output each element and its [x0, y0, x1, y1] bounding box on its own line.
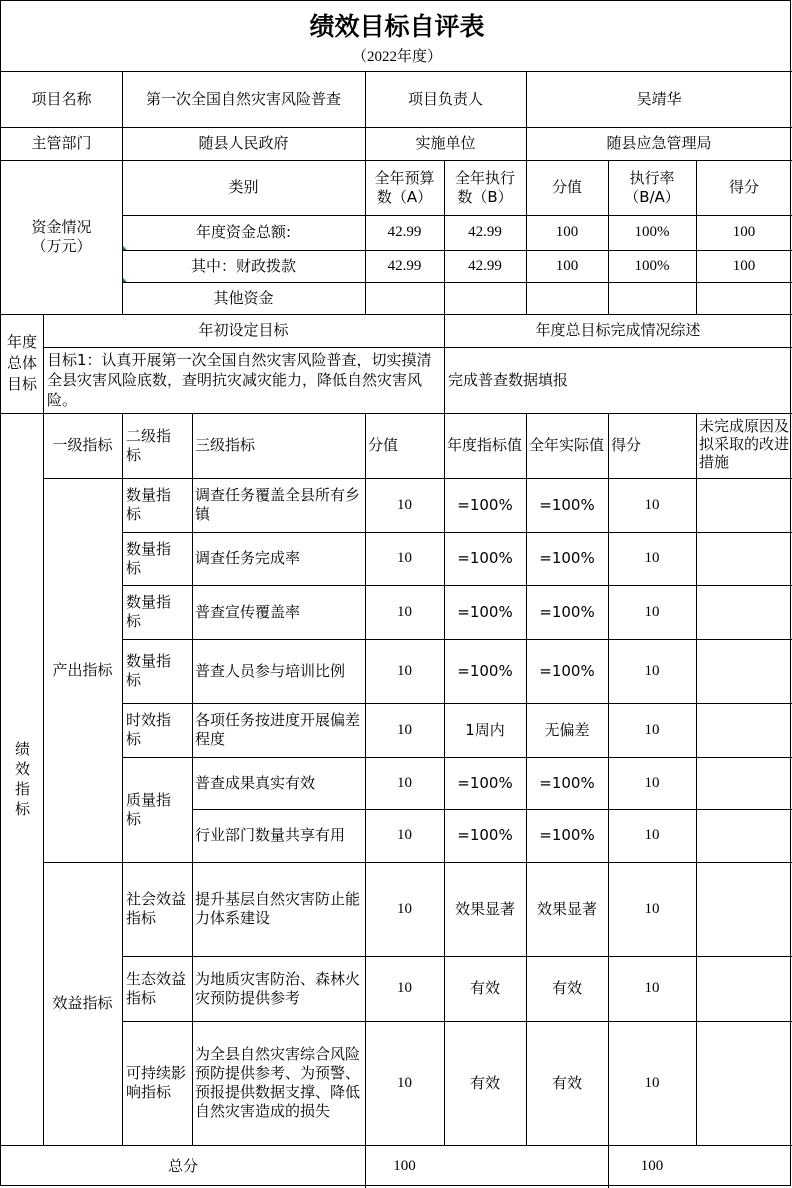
funds-header-budget: 全年预算数（A）: [374, 168, 435, 206]
indicator-actual: 有效: [551, 1073, 582, 1092]
indicator-header-level2: [122, 413, 192, 478]
funds-header-score: 得分: [728, 178, 759, 196]
funds-row-score: [696, 282, 792, 314]
goal-summary-text: 完成普查数据填报: [448, 370, 569, 389]
indicator-score: 10: [644, 774, 660, 791]
level3-indicator: 为地质灾害防治、森林火灾预防提供参考: [195, 969, 361, 1007]
project-name-label: 项目名称: [31, 89, 92, 108]
indicator-score-value: 10: [397, 827, 412, 843]
indicator-actual: 效果显著: [536, 899, 597, 918]
indicator-reason: [696, 1021, 792, 1145]
total-score-value: 100: [393, 1157, 416, 1174]
indicator-score-value: 10: [397, 662, 412, 679]
indicator-reason: [696, 809, 792, 862]
funds-row-executed: [444, 282, 526, 314]
indicator-score: 10: [644, 550, 660, 566]
level2-indicator: [122, 639, 192, 703]
level3-indicator: 提升基层自然灾害防止能力体系建设: [195, 890, 361, 927]
indicator-score: 10: [644, 1074, 660, 1091]
indicators-section-text: 绩效指标: [15, 740, 31, 818]
level2-indicator: [122, 1021, 192, 1145]
indicator-actual: =100%: [539, 661, 595, 680]
level2-text: 可持续影响指标: [126, 1064, 187, 1101]
indicator-header-score: 得分: [611, 436, 642, 454]
indicator-header-score-value: 分值: [368, 436, 399, 454]
indicator-actual: =100%: [539, 826, 595, 844]
level2-indicator: [122, 862, 192, 956]
level2-text: 质量指标: [126, 790, 172, 828]
indicator-header-level2-text: 二级指标: [126, 426, 172, 464]
indicator-actual: =100%: [539, 495, 595, 514]
indicator-target: 有效: [469, 1073, 500, 1092]
level2-indicator: [122, 703, 192, 757]
funds-row-executed: 42.99: [468, 224, 502, 240]
level3-indicator: 调查任务完成率: [195, 549, 301, 567]
indicator-actual: =100%: [539, 549, 595, 567]
level2-indicator: [122, 956, 192, 1021]
indicator-actual: =100%: [539, 773, 595, 792]
annual-goal-label-text: 年度总体目标: [6, 333, 37, 393]
level3-indicator: 普查成果真实有效: [195, 773, 316, 792]
funds-row-rate: 100%: [634, 224, 670, 240]
indicator-actual: 有效: [551, 979, 582, 997]
indicator-score-value: 10: [397, 496, 412, 513]
goal-set-text: 目标1：认真开展第一次全国自然灾害风险普查，切实摸清全县灾害风险底数，查明抗灾减灾能力，降低自然灾害风险。: [47, 351, 432, 409]
funds-row-score-value: 100: [555, 257, 579, 274]
indicator-actual: =100%: [539, 602, 595, 621]
level2-text: 生态效益指标: [126, 969, 187, 1007]
indicator-reason: [696, 956, 792, 1021]
level2-indicator: [122, 478, 192, 532]
funds-row-score: 100: [732, 257, 756, 274]
funds-row-budget: 42.99: [387, 257, 422, 274]
goal-set-header: 年初设定目标: [198, 321, 289, 339]
indicator-target: =100%: [457, 661, 513, 680]
indicator-score: 10: [644, 496, 660, 513]
funds-header-category: 类别: [228, 178, 259, 196]
level2-text: 数量指标: [126, 593, 172, 630]
implementing-unit-value: 随县应急管理局: [606, 134, 712, 152]
annual-goal-label: [1, 314, 43, 413]
indicator-reason: [696, 639, 792, 703]
department-value: 随县人民政府: [198, 134, 289, 152]
funds-row-executed: 42.99: [468, 257, 502, 274]
level3-indicator: 各项任务按进度开展偏差程度: [195, 711, 361, 748]
indicator-score-value: 10: [397, 980, 412, 996]
funds-header-rate: 执行率（B/A）: [624, 168, 680, 206]
goal-summary-header: 年度总目标完成情况综述: [535, 321, 701, 339]
indicator-reason: [696, 532, 792, 585]
project-leader-label: 项目负责人: [407, 89, 483, 108]
level3-indicator: 为全县自然灾害综合风险预防提供参考、为预警、预报提供数据支撑、降低自然灾害造成的损失: [195, 1045, 361, 1120]
indicator-score-value: 10: [397, 721, 412, 738]
indicator-reason: [696, 585, 792, 639]
funds-section-label: [1, 160, 122, 314]
indicator-actual: 无偏差: [544, 720, 590, 739]
indicator-score-value: 10: [397, 900, 412, 917]
indicator-score: 10: [644, 603, 660, 620]
level2-indicator: [122, 532, 192, 585]
indicator-reason: [696, 478, 792, 532]
implementing-unit-label: 实施单位: [415, 134, 476, 152]
level2-indicator: [122, 585, 192, 639]
indicator-header-level1: 一级指标: [52, 436, 113, 454]
funds-header-executed: 全年执行数（B）: [454, 168, 515, 206]
funds-header-score-value: 分值: [551, 178, 582, 196]
indicator-target: =100%: [457, 773, 513, 792]
funds-row-budget: 42.99: [387, 224, 422, 240]
indicator-score: 10: [644, 900, 660, 917]
indicator-score-value: 10: [397, 774, 412, 791]
indicator-header-reason: 未完成原因及拟采取的改进措施: [699, 417, 790, 471]
level3-indicator: 调查任务覆盖全县所有乡镇: [195, 486, 361, 523]
level2-text: 时效指标: [126, 711, 172, 748]
department-label: 主管部门: [31, 134, 92, 152]
indicator-header-target: 年度指标值: [447, 436, 523, 454]
indicator-header-actual: 全年实际值: [529, 436, 605, 454]
project-name-value: 第一次全国自然灾害风险普查: [145, 89, 341, 108]
indicator-score-value: 10: [397, 603, 412, 620]
indicator-target: 1周内: [465, 720, 505, 739]
indicator-score-value: 10: [397, 1074, 412, 1091]
level3-indicator: 普查宣传覆盖率: [195, 602, 301, 621]
funds-row-score-value: 100: [555, 224, 579, 240]
indicator-target: 效果显著: [454, 899, 515, 918]
indicator-score-value: 10: [397, 550, 412, 566]
level2-text: 数量指标: [126, 539, 172, 577]
funds-row-score: 100: [732, 224, 756, 240]
project-leader-value: 吴靖华: [636, 89, 682, 108]
total-score: 100: [640, 1157, 664, 1174]
indicator-reason: [696, 703, 792, 757]
level2-indicator: [122, 757, 192, 862]
indicator-target: =100%: [457, 495, 513, 514]
indicator-target: 有效: [469, 979, 500, 997]
indicator-reason: [696, 862, 792, 956]
level2-text: 社会效益指标: [126, 890, 187, 927]
indicators-section-label: [1, 413, 43, 1145]
funds-row-category: 年度资金总额:: [195, 223, 292, 241]
funds-row-rate: 100%: [634, 257, 670, 274]
form-title: 绩效目标自评表: [309, 12, 485, 41]
funds-row-score-value: [526, 282, 608, 314]
level1-output-indicator: 产出指标: [52, 660, 113, 679]
funds-row-category: 其他资金: [213, 288, 274, 307]
funds-row-rate: [608, 282, 696, 314]
indicator-score: 10: [644, 721, 660, 738]
funds-row-category: 其中：财政拨款: [190, 256, 296, 275]
level2-text: 数量指标: [126, 652, 172, 689]
level3-indicator: 普查人员参与培训比例: [195, 661, 346, 680]
indicator-target: =100%: [457, 549, 513, 567]
total-label: 总分: [167, 1156, 198, 1175]
level1-benefit-indicator: 效益指标: [52, 994, 113, 1012]
funds-row-budget: [365, 282, 444, 314]
indicator-score: 10: [644, 827, 660, 843]
funds-section-text: 资金情况（万元）: [31, 218, 92, 255]
indicator-score: 10: [644, 662, 660, 679]
indicator-target: =100%: [457, 826, 513, 844]
level3-indicator: 行业部门数量共享有用: [195, 826, 346, 844]
indicator-reason: [696, 757, 792, 809]
level2-text: 数量指标: [126, 486, 172, 523]
indicator-target: =100%: [457, 602, 513, 621]
form-year: （2022年度）: [351, 49, 442, 65]
indicator-header-level3: 三级指标: [195, 436, 256, 454]
indicator-score: 10: [644, 980, 660, 996]
